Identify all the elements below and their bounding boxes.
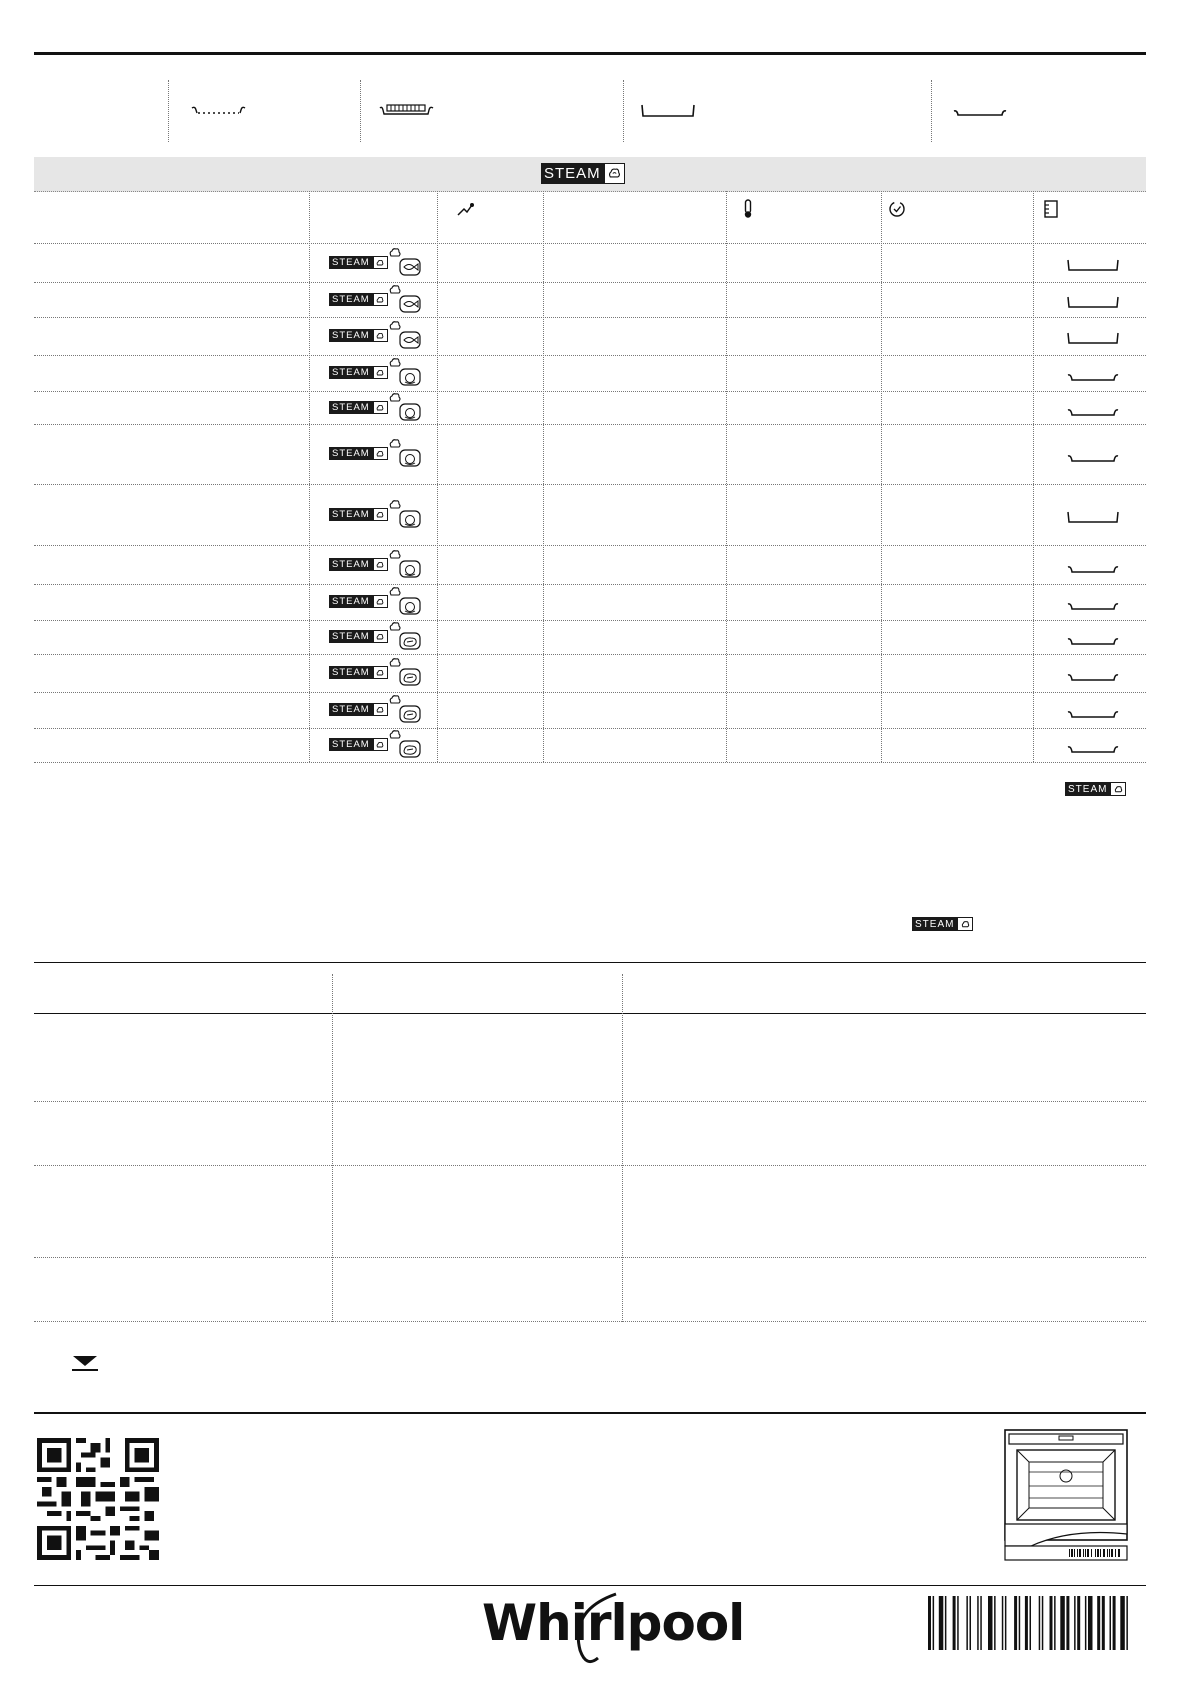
- barcode: [928, 1596, 1142, 1650]
- row-separator: [34, 620, 1146, 621]
- steam-badge-label: STEAM: [1068, 783, 1108, 795]
- shallow-tray-icon: [1066, 600, 1120, 614]
- meat-steam-icon: [388, 657, 422, 687]
- header-separator: [34, 243, 1146, 244]
- top-rule: [34, 52, 1146, 55]
- vegetable-steam-icon: [388, 549, 422, 579]
- divider: [360, 80, 361, 142]
- down-arrow-icon: [71, 1354, 99, 1372]
- divider: [623, 80, 624, 142]
- steam-icon: [373, 293, 388, 306]
- column-divider: [622, 974, 623, 1322]
- row-separator: [34, 728, 1146, 729]
- meat-steam-icon: [388, 694, 422, 724]
- steam-badge: [329, 366, 388, 379]
- steam-icon: [373, 366, 388, 379]
- level-icon: [456, 201, 476, 219]
- steam-badge-label: STEAM: [332, 367, 370, 378]
- row-separator: [34, 424, 1146, 425]
- steam-badge: [329, 256, 388, 269]
- vegetable-steam-icon: [388, 586, 422, 616]
- shallow-tray-icon: [1066, 452, 1120, 466]
- info-table-top-rule: [34, 962, 1146, 963]
- deep-tray-icon: [1066, 259, 1120, 273]
- row-separator: [34, 1321, 1146, 1322]
- brand-swoosh: [478, 1588, 738, 1670]
- steam-badge-label: STEAM: [332, 631, 370, 642]
- row-separator: [34, 545, 1146, 546]
- vegetable-steam-icon: [388, 438, 422, 468]
- oven-illustration: [1001, 1428, 1131, 1564]
- steam-badge: [329, 630, 388, 643]
- steam-icon: [373, 447, 388, 460]
- row-separator: [34, 391, 1146, 392]
- steam-badge: [329, 329, 388, 342]
- shallow-tray-icon: [952, 107, 1008, 119]
- deep-tray-icon: [1066, 332, 1120, 346]
- steam-icon: [373, 401, 388, 414]
- divider: [931, 80, 932, 142]
- steam-badge: [329, 558, 388, 571]
- steam-badge: [329, 595, 388, 608]
- shallow-tray-icon: [1066, 708, 1120, 722]
- footer-bottom-rule: [34, 1585, 1146, 1586]
- row-separator: [34, 692, 1146, 693]
- deep-tray-icon: [1066, 511, 1120, 525]
- steam-icon: [957, 917, 973, 931]
- row-separator: [34, 654, 1146, 655]
- row-separator: [34, 484, 1146, 485]
- steam-badge-label: STEAM: [915, 918, 955, 930]
- row-separator: [34, 1101, 1146, 1102]
- column-divider: [309, 191, 310, 762]
- shallow-tray-icon: [1066, 743, 1120, 757]
- shallow-tray-icon: [1066, 371, 1120, 385]
- row-separator: [34, 1165, 1146, 1166]
- row-separator: [34, 584, 1146, 585]
- qr-code: [37, 1438, 159, 1560]
- column-divider: [332, 974, 333, 1322]
- steam-badge-label: STEAM: [332, 704, 370, 715]
- steam-badge-note: [912, 917, 973, 931]
- steam-badge-label: STEAM: [332, 330, 370, 341]
- steam-badge: [329, 447, 388, 460]
- steam-badge: [329, 508, 388, 521]
- row-separator: [34, 1257, 1146, 1258]
- steam-badge: [329, 293, 388, 306]
- steam-icon: [373, 630, 388, 643]
- shallow-tray-icon: [1066, 406, 1120, 420]
- steam-badge-label: STEAM: [332, 667, 370, 678]
- column-divider: [437, 191, 438, 762]
- steam-badge-label: STEAM: [332, 294, 370, 305]
- steam-icon: [373, 738, 388, 751]
- fish-steam-icon: [388, 284, 422, 314]
- steam-badge-note: [1065, 782, 1126, 796]
- steam-icon: [373, 595, 388, 608]
- fish-steam-icon: [388, 320, 422, 350]
- steam-badge: [329, 666, 388, 679]
- steam-badge-label: STEAM: [332, 257, 370, 268]
- divider: [168, 80, 169, 142]
- vegetable-steam-icon: [388, 357, 422, 387]
- time-icon: [888, 200, 906, 218]
- meat-steam-icon: [388, 729, 422, 759]
- steam-badge-large: [541, 163, 625, 184]
- steam-icon: [373, 558, 388, 571]
- row-separator: [34, 762, 1146, 763]
- wire-shelf-icon: [190, 104, 246, 118]
- steam-badge-label: STEAM: [332, 739, 370, 750]
- steam-badge-label: STEAM: [544, 165, 601, 182]
- row-separator: [34, 317, 1146, 318]
- row-separator: [34, 282, 1146, 283]
- fish-steam-icon: [388, 247, 422, 277]
- steam-badge-label: STEAM: [332, 596, 370, 607]
- steam-icon: [373, 508, 388, 521]
- steam-icon: [604, 163, 625, 184]
- row-separator: [34, 355, 1146, 356]
- shallow-tray-icon: [1066, 635, 1120, 649]
- steam-icon: [373, 256, 388, 269]
- deep-tray-icon: [1066, 296, 1120, 310]
- vegetable-steam-icon: [388, 392, 422, 422]
- temperature-icon: [742, 199, 754, 219]
- vegetable-steam-icon: [388, 499, 422, 529]
- column-divider: [881, 191, 882, 762]
- steam-badge: [329, 703, 388, 716]
- shallow-tray-icon: [1066, 563, 1120, 577]
- steam-badge-label: STEAM: [332, 559, 370, 570]
- accessory-icon: [1043, 199, 1059, 219]
- steam-badge-label: STEAM: [332, 448, 370, 459]
- column-divider: [1033, 191, 1034, 762]
- column-divider: [543, 191, 544, 762]
- grill-rack-icon: [378, 102, 434, 118]
- footer-top-rule: [34, 1412, 1146, 1414]
- info-table-header-rule: [34, 1013, 1146, 1014]
- steam-icon: [373, 329, 388, 342]
- steam-icon: [373, 703, 388, 716]
- steam-badge-label: STEAM: [332, 402, 370, 413]
- steam-badge: [329, 738, 388, 751]
- steam-icon: [373, 666, 388, 679]
- brand-name: Whirlpool: [482, 1594, 745, 1652]
- meat-steam-icon: [388, 621, 422, 651]
- steam-icon: [1110, 782, 1126, 796]
- deep-tray-icon: [640, 103, 696, 119]
- brand-logo: [478, 1588, 745, 1670]
- column-divider: [726, 191, 727, 762]
- steam-badge-label: STEAM: [332, 509, 370, 520]
- shallow-tray-icon: [1066, 671, 1120, 685]
- steam-badge: [329, 401, 388, 414]
